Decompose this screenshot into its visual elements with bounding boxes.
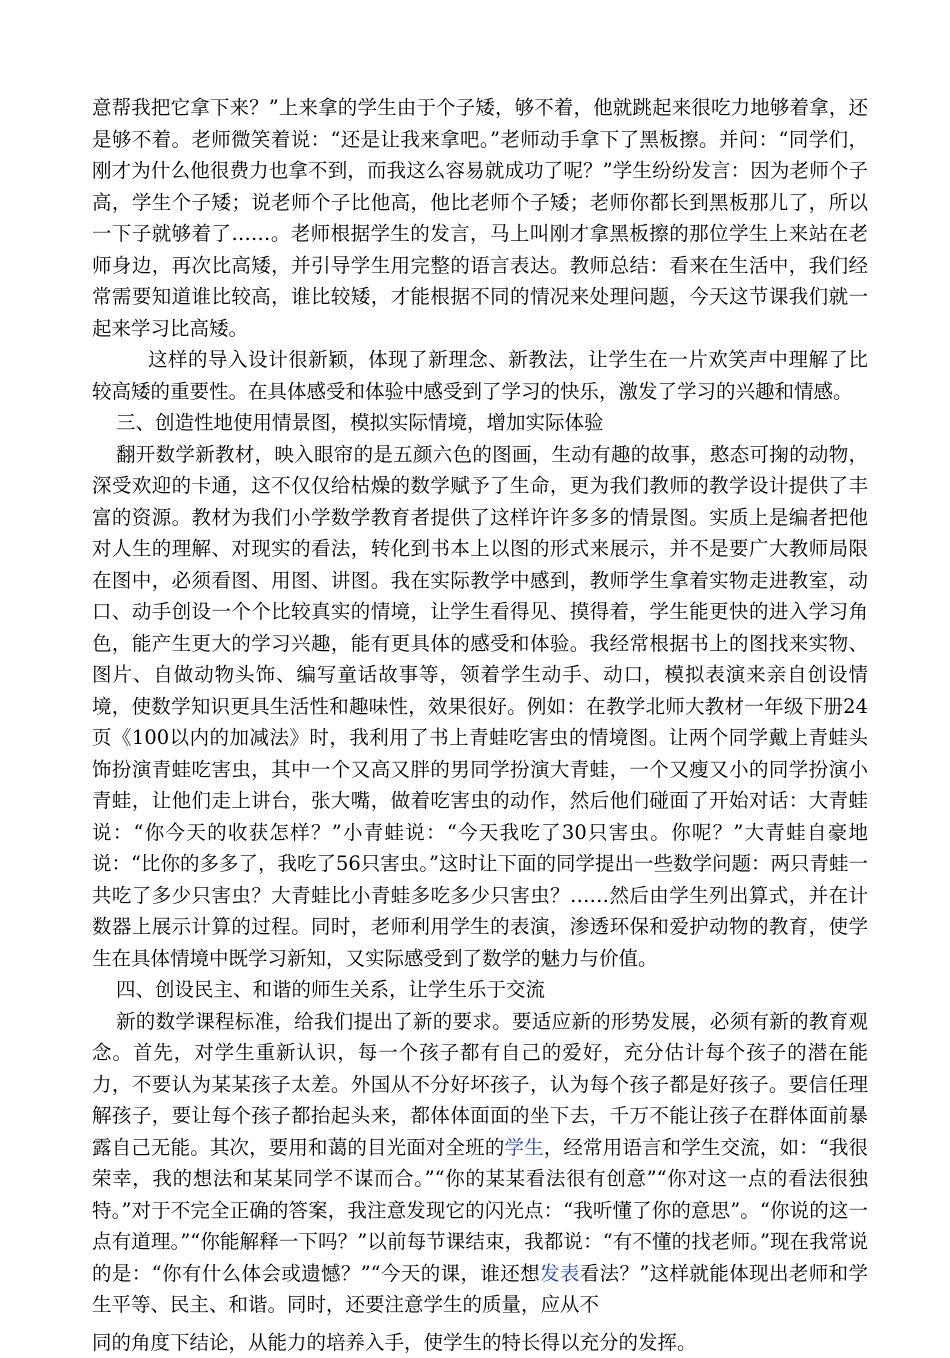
- document-page: [92, 92, 868, 1358]
- paragraph-classroom-story: 意帮我把它拿下来？”上来拿的学生由于个子矮，够不着，他就跳起来很吃力地够着拿，还是够不着。老师微笑着说：“还是让我来拿吧。”老师动手拿下了黑板擦。并问：“同学们，刚才为什么他很费力也拿不到，而我这么容易就成功了呢？”学生纷纷发言：因为老师个子高，学生个子矮；说老师个子比他高，他比老师个子矮；老师你都长到黑板那儿了，所以一下子就够着了……。老师根据学生的发言，马上叫刚才拿黑板擦的那位学生上来站在老师身边，再次比高矮，并引导学生用完整的语言表达。教师总结：看来在生活中，我们经常需要知道谁比较高，谁比较矮，才能根据不同的情况来处理问题，今天这节课我们就一起来学习比高矮。: [92, 92, 868, 344]
- paragraph-text-segment: 新的数学课程标准，给我们提出了新的要求。要适应新的形势发展，必须有新的教育观念。首先，对学生重新认识，每一个孩子都有自己的爱好，充分估计每个孩子的潜在能力，不要认为某某孩子太差。外国从不分好坏孩子，认为每个孩子都是好孩子。要信任理解孩子，要让每个孩子都抬起头来，都体体面面的坐下去，千万不能让孩子在群体面前暴露自己无能。其次，要用和蔼的目光面对全班的: [92, 1010, 868, 1159]
- paragraph-text-segment: ，经常用语言和学生交流，如：“我很荣幸，我的想法和某某同学不谋而合。”“你的某某看法很有创意”“你对这一点的看法很独特。”对于不完全正确的答案，我注意发现它的闪光点：“我听懂了你的意思”。“你说的这一点有道理。”“你能解释一下吗？”以前每节课结束，我都说：“有不懂的找老师。”现在我常说的是：“你有什么体会或遗憾？”“今天的课，谁还想: [92, 1136, 868, 1285]
- paragraph-teacher-student-relation: [92, 1006, 868, 1321]
- section-heading-three: 三、创造性地使用情景图，模拟实际情境，增加实际体验: [92, 407, 868, 439]
- paragraph-closing-line: 同的角度下结论，从能力的培养入手，使学生的特长得以充分的发挥。: [92, 1327, 868, 1358]
- section-heading-four: 四、创设民主、和谐的师生关系，让学生乐于交流: [92, 974, 868, 1006]
- paragraph-text-segment: 看法？”这样就能体现出老师和学生平等、民主、和谐。同时，还要注意学生的质量，应从不: [92, 1262, 868, 1317]
- paragraph-import-design-comment: 这样的导入设计很新颖，体现了新理念、新教法，让学生在一片欢笑声中理解了比较高矮的重要性。在具体感受和体验中感受到了学习的快乐，激发了学习的兴趣和情感。: [92, 344, 868, 407]
- link-students[interactable]: 学生: [504, 1136, 543, 1159]
- paragraph-scene-pictures: 翻开数学新教材，映入眼帘的是五颜六色的图画，生动有趣的故事，憨态可掬的动物，深受欢迎的卡通，这不仅仅给枯燥的数学赋予了生命，更为我们教师的教学设计提供了丰富的资源。教材为我们小学数学教育者提供了这样许许多多的情景图。实质上是编者把他对人生的理解、对现实的看法，转化到书本上以图的形式来展示，并不是要广大教师局限在图中，必须看图、用图、讲图。我在实际教学中感到，教师学生拿着实物走进教室，动口、动手创设一个个比较真实的情境，让学生看得见、摸得着，学生能更快的进入学习角色，能产生更大的学习兴趣，能有更具体的感受和体验。我经常根据书上的图找来实物、图片、自做动物头饰、编写童话故事等，领着学生动手、动口，模拟表演来亲自创设情境，使数学知识更具生活性和趣味性，效果很好。例如：在教学北师大教材一年级下册24页《100以内的加减法》时，我利用了书上青蛙吃害虫的情境图。让两个同学戴上青蛙头饰扮演青蛙吃害虫，其中一个又高又胖的男同学扮演大青蛙，一个又瘦又小的同学扮演小青蛙，让他们走上讲台，张大嘴，做着吃害虫的动作，然后他们碰面了开始对话：大青蛙说：“你今天的收获怎样？”小青蛙说：“今天我吃了30只害虫。你呢？”大青蛙自豪地说：“比你的多多了，我吃了56只害虫。”这时让下面的同学提出一些数学问题：两只青蛙一共吃了多少只害虫？大青蛙比小青蛙多吃多少只害虫？……然后由学生列出算式，并在计数器上展示计算的过程。同时，老师利用学生的表演，渗透环保和爱护动物的教育，使学生在具体情境中既学习新知，又实际感受到了数学的魅力与价值。: [92, 439, 868, 975]
- link-express[interactable]: 发表: [540, 1262, 580, 1285]
